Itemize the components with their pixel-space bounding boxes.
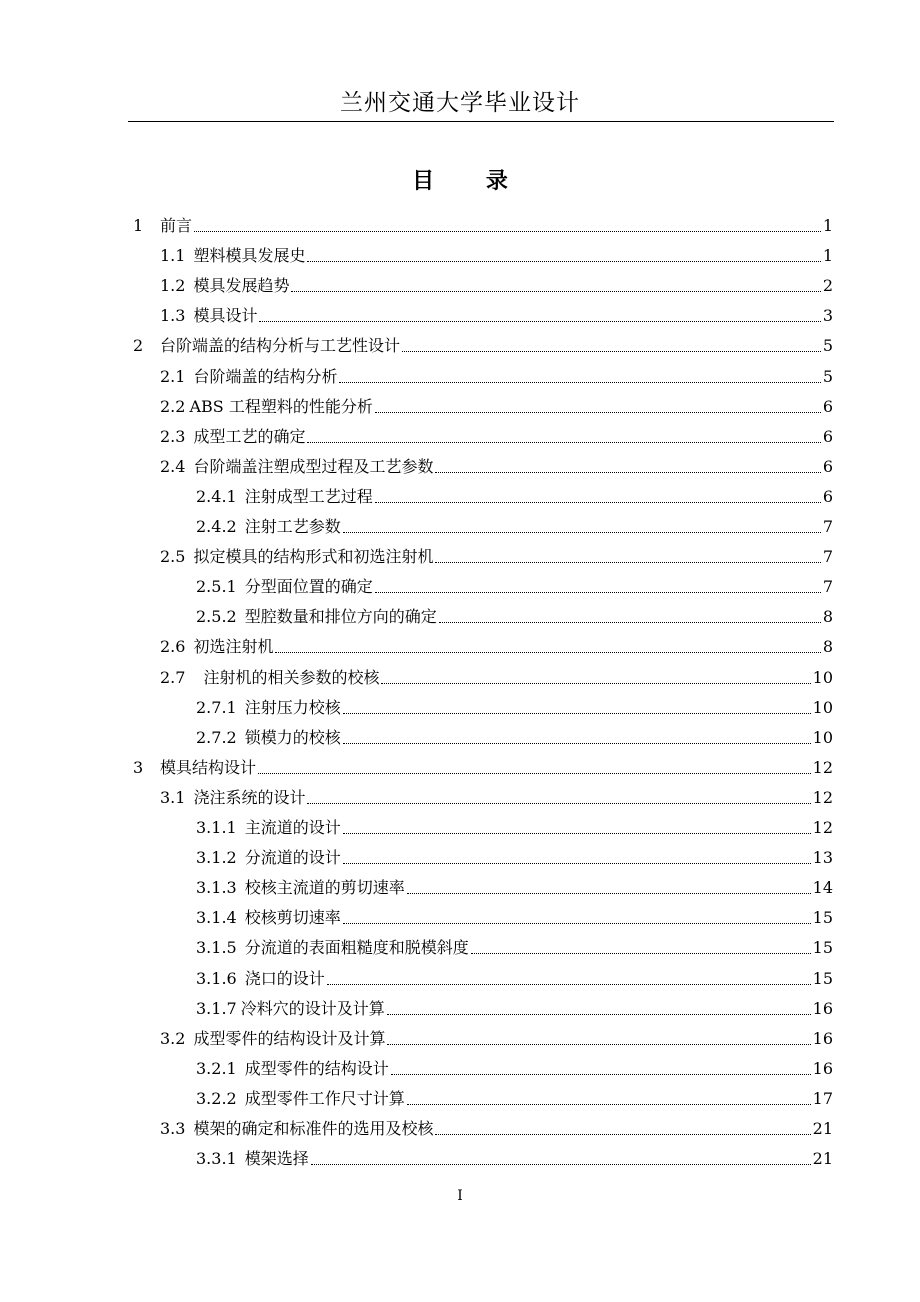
toc-entry-page: 15 bbox=[812, 968, 833, 988]
toc-entry[interactable] bbox=[160, 387, 833, 417]
toc-entry[interactable] bbox=[160, 296, 833, 326]
toc-entry-title: 成型零件工作尺寸计算 bbox=[244, 1088, 405, 1108]
toc-entry-page: 6 bbox=[822, 396, 833, 416]
toc-entry-title: 模具结构设计 bbox=[160, 757, 257, 777]
toc-entry-title: 注射工艺参数 bbox=[244, 517, 341, 536]
toc-entry-number: 2.7 bbox=[160, 667, 186, 687]
toc-dot-leader bbox=[471, 941, 811, 954]
toc-entry[interactable] bbox=[196, 507, 833, 537]
toc-entry-title: 注射成型工艺过程 bbox=[244, 486, 373, 506]
toc-entry-number: 3.3 bbox=[160, 1119, 186, 1138]
toc-entry[interactable] bbox=[196, 1079, 833, 1109]
toc-entry[interactable] bbox=[196, 959, 833, 989]
toc-entry-number: 3.2.1 bbox=[196, 1058, 237, 1078]
toc-dot-leader bbox=[375, 580, 821, 593]
toc-entry-title: 前言 bbox=[160, 216, 193, 235]
toc-entry-page: 6 bbox=[822, 426, 833, 446]
toc-entry-number: 2.4.1 bbox=[196, 486, 237, 506]
toc-dot-leader bbox=[435, 460, 820, 473]
toc-dot-leader bbox=[339, 370, 820, 383]
toc-dot-leader bbox=[407, 1092, 811, 1105]
toc-entry-page: 6 bbox=[822, 456, 833, 476]
toc-entry-page: 10 bbox=[812, 667, 833, 687]
toc-dot-leader bbox=[343, 821, 811, 834]
toc-entry-number: 3.1.1 bbox=[196, 818, 237, 837]
toc-entry[interactable] bbox=[196, 567, 833, 597]
toc-entry-title: 台阶端盖的结构分析 bbox=[193, 366, 338, 386]
toc-entry-title: ABS 工程塑料的性能分析 bbox=[189, 396, 373, 416]
toc-entry[interactable] bbox=[133, 206, 833, 236]
toc-heading: 目 录 bbox=[412, 168, 530, 194]
toc-dot-leader bbox=[259, 309, 820, 322]
toc-entry[interactable] bbox=[196, 989, 833, 1019]
toc-dot-leader bbox=[343, 851, 811, 864]
toc-dot-leader bbox=[327, 972, 811, 985]
toc-entry-number: 2.4.2 bbox=[196, 517, 237, 536]
toc-entry-title: 初选注射机 bbox=[193, 637, 274, 657]
toc-entry-number: 2.4 bbox=[160, 456, 186, 476]
toc-entry[interactable] bbox=[196, 928, 833, 958]
toc-entry[interactable] bbox=[196, 808, 833, 838]
toc-entry-title: 分流道的设计 bbox=[244, 848, 341, 868]
running-header-title: 兰州交通大学毕业设计 bbox=[340, 90, 580, 116]
toc-entry[interactable] bbox=[160, 447, 833, 477]
toc-entry-page: 13 bbox=[812, 848, 833, 868]
toc-entry[interactable] bbox=[133, 748, 833, 778]
toc-entry-number: 2.2 bbox=[160, 396, 186, 416]
toc-entry-title: 型腔数量和排位方向的确定 bbox=[244, 607, 437, 627]
toc-entry[interactable] bbox=[160, 266, 833, 296]
toc-entry-title: 注射压力校核 bbox=[244, 697, 341, 717]
toc-dot-leader bbox=[307, 791, 810, 804]
toc-entry-title: 模架的确定和标准件的选用及校核 bbox=[193, 1119, 434, 1138]
toc-entry-title: 浇口的设计 bbox=[244, 968, 325, 988]
toc-entry-page: 16 bbox=[812, 1058, 833, 1078]
toc-entry-number: 3.2 bbox=[160, 1028, 186, 1048]
toc-entry-page: 3 bbox=[822, 306, 833, 326]
toc-entry-title: 模架选择 bbox=[244, 1149, 309, 1169]
toc-entry-number: 1.2 bbox=[160, 276, 186, 296]
toc-entry-number: 2.6 bbox=[160, 637, 186, 657]
toc-entry[interactable] bbox=[196, 688, 833, 718]
toc-dot-leader bbox=[307, 430, 820, 443]
toc-entry-page: 15 bbox=[812, 908, 833, 928]
toc-entry[interactable] bbox=[196, 718, 833, 748]
toc-entry-page: 21 bbox=[812, 1119, 833, 1138]
toc-entry-page: 16 bbox=[812, 998, 833, 1018]
toc-entry-number: 2.5.1 bbox=[196, 577, 237, 597]
toc-entry-title: 冷料穴的设计及计算 bbox=[240, 998, 385, 1018]
toc-dot-leader bbox=[381, 671, 810, 684]
toc-dot-leader bbox=[402, 339, 821, 352]
toc-entry-title: 成型零件的结构设计 bbox=[244, 1058, 389, 1078]
toc-entry-title: 模具发展趋势 bbox=[193, 276, 290, 296]
header-rule bbox=[128, 121, 834, 122]
toc-entry-number: 3.1.2 bbox=[196, 848, 237, 868]
toc-entry-number: 2.7.2 bbox=[196, 727, 237, 747]
toc-entry-page: 12 bbox=[812, 787, 833, 807]
toc-entry[interactable] bbox=[160, 357, 833, 387]
toc-entry[interactable] bbox=[196, 1139, 833, 1169]
toc-entry-title: 模具设计 bbox=[193, 306, 258, 326]
toc-entry-page: 8 bbox=[822, 607, 833, 627]
toc-entry-page: 2 bbox=[822, 276, 833, 296]
toc-entry[interactable] bbox=[160, 537, 833, 567]
toc-entry-number: 2.3 bbox=[160, 426, 186, 446]
toc-entry-page: 21 bbox=[812, 1149, 833, 1169]
toc-entry-number: 2.7.1 bbox=[196, 697, 237, 717]
toc-entry-number: 2.1 bbox=[160, 366, 186, 386]
toc-entry-page: 17 bbox=[812, 1088, 833, 1108]
toc-entry-number: 3.1.4 bbox=[196, 908, 237, 928]
toc-entry-number: 3.3.1 bbox=[196, 1149, 237, 1169]
toc-entry-number: 3.1.5 bbox=[196, 938, 237, 958]
toc-dot-leader bbox=[435, 550, 820, 563]
toc-entry-page: 16 bbox=[812, 1028, 833, 1048]
toc-entry-page: 7 bbox=[822, 577, 833, 597]
toc-entry-page: 7 bbox=[822, 547, 833, 567]
toc-entry-title: 锁模力的校核 bbox=[244, 727, 341, 747]
toc-entry-number: 1 bbox=[133, 216, 144, 235]
toc-entry[interactable] bbox=[160, 778, 833, 808]
toc-dot-leader bbox=[407, 881, 811, 894]
toc-entry-number: 2.5 bbox=[160, 547, 186, 567]
toc-entry-number: 2 bbox=[133, 336, 144, 356]
toc-entry[interactable] bbox=[196, 898, 833, 928]
toc-dot-leader bbox=[387, 1032, 810, 1045]
footer-page-number: I bbox=[457, 1188, 463, 1204]
toc-entry-page: 14 bbox=[812, 878, 833, 898]
toc-entry-number: 3.2.2 bbox=[196, 1088, 237, 1108]
toc-entry-title: 分流道的表面粗糙度和脱模斜度 bbox=[244, 938, 469, 958]
toc-dot-leader bbox=[387, 1002, 811, 1015]
toc-dot-leader bbox=[343, 731, 811, 744]
toc-entry-page: 10 bbox=[812, 697, 833, 717]
toc-entry[interactable] bbox=[133, 326, 833, 356]
toc-entry-title: 成型工艺的确定 bbox=[193, 426, 306, 446]
toc-entry-page: 5 bbox=[822, 336, 833, 356]
toc-entry[interactable] bbox=[196, 477, 833, 507]
toc-dot-leader bbox=[194, 219, 821, 232]
toc-entry-page: 1 bbox=[822, 246, 833, 266]
toc-entry-title: 校核剪切速率 bbox=[244, 908, 341, 928]
toc-entry-number: 1.3 bbox=[160, 306, 186, 326]
toc-entry-page: 1 bbox=[822, 216, 833, 235]
toc-dot-leader bbox=[311, 1152, 811, 1165]
toc-entry-title: 台阶端盖的结构分析与工艺性设计 bbox=[160, 336, 401, 356]
toc-entry[interactable] bbox=[160, 658, 833, 688]
toc-entry[interactable] bbox=[196, 838, 833, 868]
toc-entry-number: 2.5.2 bbox=[196, 607, 237, 627]
toc-entry[interactable] bbox=[196, 597, 833, 627]
toc-dot-leader bbox=[435, 1122, 810, 1135]
toc-entry-number: 3 bbox=[133, 757, 144, 777]
toc-dot-leader bbox=[343, 911, 811, 924]
toc-dot-leader bbox=[391, 1062, 811, 1075]
toc-entry[interactable] bbox=[160, 236, 833, 266]
toc-entry[interactable] bbox=[160, 627, 833, 657]
toc-entry-title: 成型零件的结构设计及计算 bbox=[193, 1028, 386, 1048]
toc-entry-page: 6 bbox=[822, 486, 833, 506]
toc-entry-title: 拟定模具的结构形式和初选注射机 bbox=[193, 547, 434, 567]
toc-entry-page: 10 bbox=[812, 727, 833, 747]
toc-dot-leader bbox=[275, 640, 820, 653]
toc-entry[interactable] bbox=[196, 868, 833, 898]
toc-entry-number: 3.1.6 bbox=[196, 968, 237, 988]
toc-entry-page: 8 bbox=[822, 637, 833, 657]
toc-entry[interactable] bbox=[196, 1049, 833, 1079]
toc-entry-page: 7 bbox=[822, 517, 833, 536]
toc-entry-title: 校核主流道的剪切速率 bbox=[244, 878, 405, 898]
toc-entry-title: 塑料模具发展史 bbox=[193, 246, 306, 266]
toc-dot-leader bbox=[291, 279, 820, 292]
toc-entry-title: 浇注系统的设计 bbox=[193, 787, 306, 807]
toc-entry-title: 注射机的相关参数的校核 bbox=[203, 667, 380, 687]
toc-entry-page: 5 bbox=[822, 366, 833, 386]
toc-entry-title: 分型面位置的确定 bbox=[244, 577, 373, 597]
toc-entry-page: 12 bbox=[812, 757, 833, 777]
toc-entry-page: 15 bbox=[812, 938, 833, 958]
toc-entry-number: 3.1.3 bbox=[196, 878, 237, 898]
toc-entry-number: 3.1 bbox=[160, 787, 186, 807]
toc-entry-page: 12 bbox=[812, 818, 833, 837]
toc-entry[interactable] bbox=[160, 1109, 833, 1139]
toc-entry-title: 台阶端盖注塑成型过程及工艺参数 bbox=[193, 456, 434, 476]
toc-dot-leader bbox=[343, 520, 821, 533]
toc-dot-leader bbox=[375, 490, 821, 503]
toc-entry[interactable] bbox=[160, 417, 833, 447]
toc-entry-number: 3.1.7 bbox=[196, 998, 237, 1018]
toc-dot-leader bbox=[375, 400, 821, 413]
toc-entry-number: 1.1 bbox=[160, 246, 186, 266]
toc-dot-leader bbox=[343, 701, 811, 714]
toc-entry[interactable] bbox=[160, 1019, 833, 1049]
toc-dot-leader bbox=[439, 610, 821, 623]
toc-dot-leader bbox=[307, 249, 820, 262]
toc-dot-leader bbox=[258, 761, 811, 774]
toc-entry-title: 主流道的设计 bbox=[244, 818, 341, 837]
